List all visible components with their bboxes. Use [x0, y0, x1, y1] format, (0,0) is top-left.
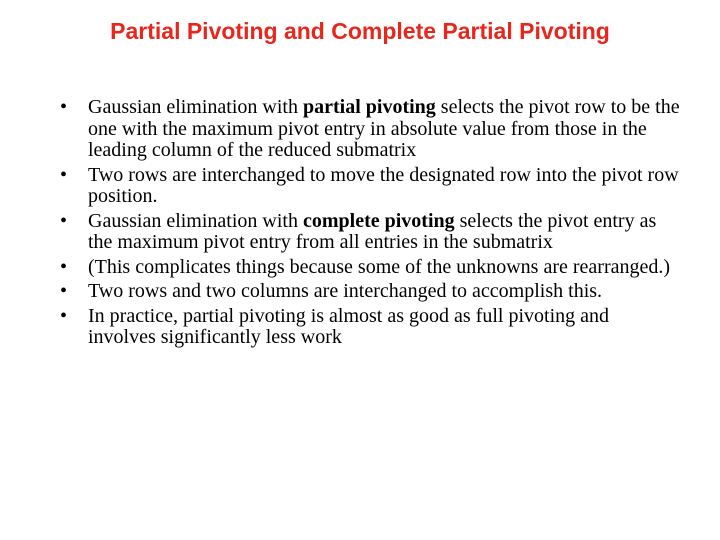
bullet-marker: •: [60, 163, 68, 186]
bullet-text: [88, 96, 680, 161]
bullet-marker: •: [60, 255, 68, 278]
slide-title: Partial Pivoting and Complete Partial Pivoting: [110, 18, 610, 44]
bullet-marker: •: [60, 304, 68, 327]
bullet-item-4: [60, 257, 680, 279]
bullet-text: [88, 256, 670, 278]
bullet-item-2: [60, 165, 680, 208]
bullet-text: [88, 305, 609, 349]
bullet-marker: •: [60, 280, 68, 302]
bullet-text: [88, 210, 656, 254]
bullet-text-part: Gaussian elimination with: [88, 96, 303, 118]
bullet-marker: •: [60, 209, 68, 232]
bullet-text-part: In practice, partial pivoting is almost as good as full pivoting and involves significantly less work: [88, 304, 610, 348]
bullet-emphasis: complete pivoting: [302, 209, 455, 232]
bullet-item-1: [60, 97, 680, 162]
bullet-item-3: [60, 211, 680, 254]
bullet-text: [88, 280, 602, 302]
bullet-text: [88, 164, 679, 208]
bullet-text-part: (This complicates things because some of the unknowns are rearranged.): [88, 255, 671, 278]
bullet-text-part: Two rows are interchanged to move the designated row into the pivot row position.: [88, 163, 679, 207]
bullet-list: [60, 97, 680, 352]
bullet-text-part: selects the pivot row to be the one with the maximum pivot entry in absolute value from those in the leading column of the reduced submatrix: [88, 96, 680, 161]
bullet-text-part: Two rows and two columns are interchanged to accomplish this.: [88, 280, 603, 302]
bullet-text-part: selects the pivot entry as the maximum pivot entry from all entries in the submatrix: [88, 209, 657, 253]
bullet-item-5: [60, 281, 680, 303]
bullet-item-6: [60, 306, 680, 349]
bullet-emphasis: partial pivoting: [302, 96, 436, 118]
bullet-marker: •: [60, 96, 68, 118]
bullet-text-part: Gaussian elimination with: [88, 209, 303, 232]
